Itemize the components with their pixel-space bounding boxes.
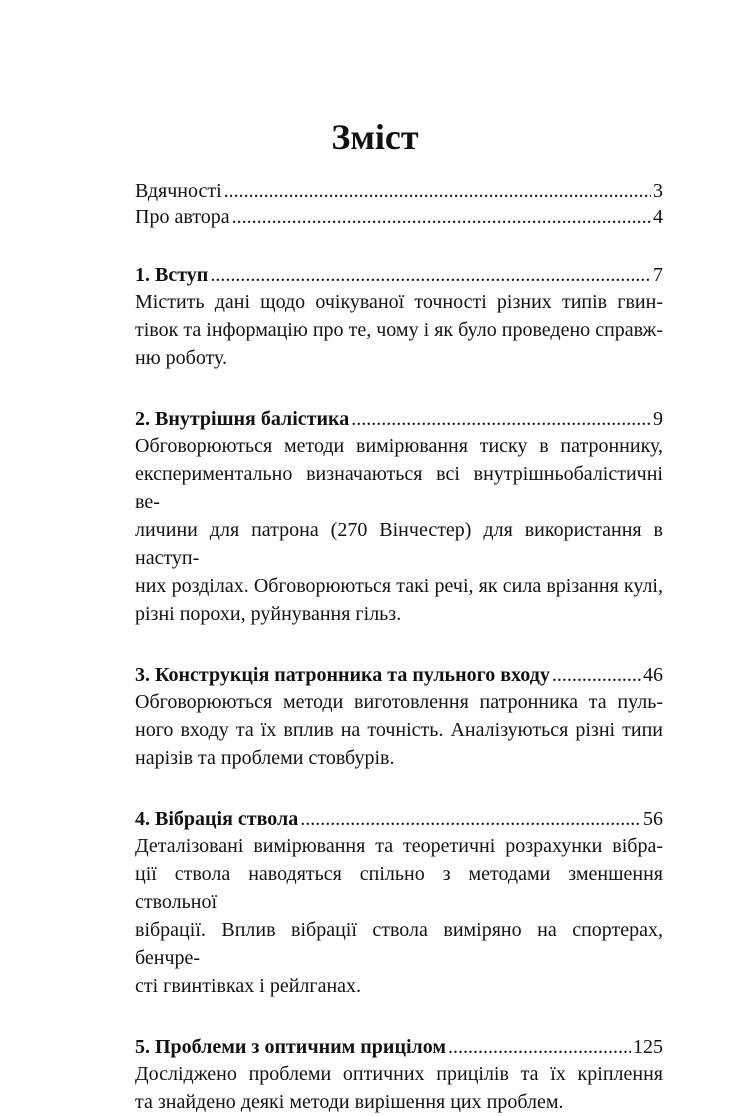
dot-leader	[232, 204, 651, 230]
toc-entry-label: Про автора	[135, 206, 230, 228]
chapter-title: 5. Проблеми з оптичним прицілом	[135, 1036, 446, 1058]
chapter-page: 7	[653, 264, 663, 286]
chapter-title: 3. Конструкція патронника та пульного входу	[135, 664, 550, 686]
toc-entry-chapter-5[interactable]	[135, 1034, 663, 1060]
chapter-title: 1. Вступ	[135, 264, 209, 286]
toc-entry-page: 3	[653, 180, 663, 202]
chapter-title: 2. Внутрішня балістика	[135, 408, 350, 430]
dot-leader	[224, 178, 651, 204]
toc-entry-chapter-2[interactable]	[135, 406, 663, 432]
chapter-page: 125	[633, 1036, 663, 1058]
chapter-description: Містить дані щодо очікуваної точності різних типів гвин- тівок та інформацію про те, чому і як було проведено справж- ню роботу.	[135, 291, 663, 369]
dot-leader	[552, 662, 641, 688]
chapter-title: 4. Вібрація ствола	[135, 808, 299, 830]
chapter-description: Обговорюються методи вимірювання тиску в патроннику, експериментально визначаються всі внутрішньобалістичні ве- личини для патрона (270 Вінчестер) для використання в наступ- них розділах. Обговорюються такі речі, як сила врізання кулі, різні порохи, руйнування гільз.	[135, 435, 663, 625]
toc-entry-chapter-3[interactable]	[135, 662, 663, 688]
chapter-page: 46	[643, 664, 663, 686]
chapter-description: Обговорюються методи виготовлення патронника та пуль- ного входу та їх вплив на точність. Аналізуються різні типи нарізів та проблеми стовбурів.	[135, 691, 663, 769]
page-title: Зміст	[331, 117, 419, 157]
toc-entry-acknowledgements[interactable]	[135, 178, 663, 204]
table-of-contents	[135, 178, 663, 1116]
chapter-description: Досліджено проблеми оптичних прицілів та їх кріплення та знайдено деякі методи вирішення цих проблем.	[135, 1063, 663, 1113]
dot-leader	[448, 1034, 631, 1060]
chapter-page: 56	[643, 808, 663, 830]
chapter-page: 9	[653, 408, 663, 430]
toc-entry-chapter-1[interactable]	[135, 262, 663, 288]
dot-leader	[351, 406, 651, 432]
dot-leader	[300, 806, 641, 832]
toc-entry-about-author[interactable]	[135, 204, 663, 230]
toc-entry-chapter-4[interactable]	[135, 806, 663, 832]
dot-leader	[210, 262, 651, 288]
chapter-description: Деталізовані вимірювання та теоретичні розрахунки вібра- ції ствола наводяться спільно з методами зменшення ствольної вібрації. Вплив вібрації ствола виміряно на спортерах, бенчре- сті гвинтівках і рейлганах.	[135, 835, 663, 997]
toc-entry-page: 4	[653, 206, 663, 228]
toc-entry-label: Вдячності	[135, 180, 222, 202]
